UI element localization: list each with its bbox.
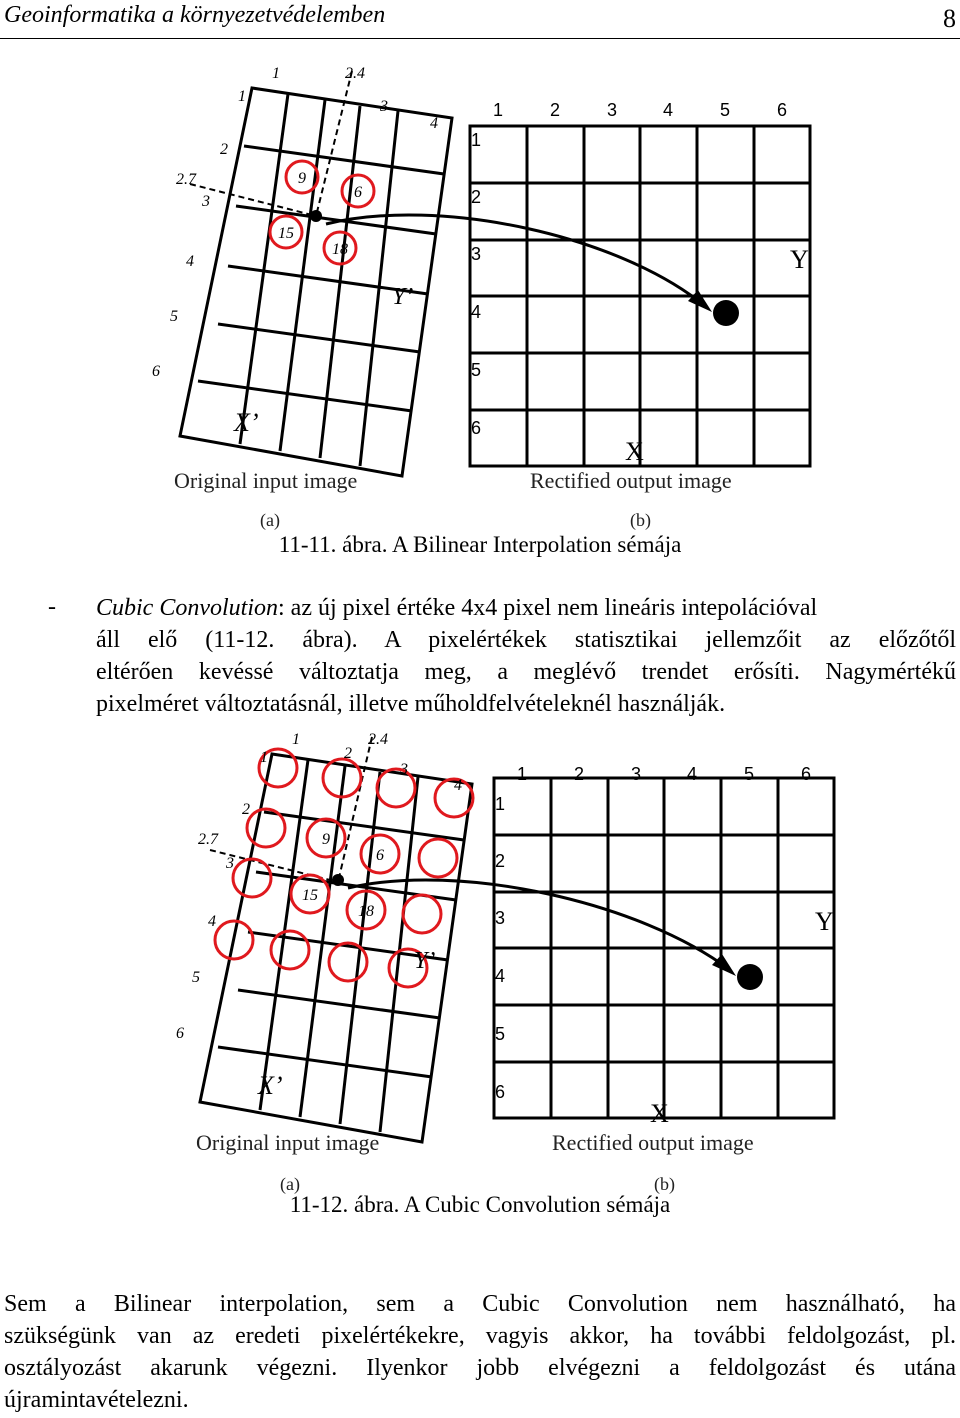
- svg-text:X: X: [625, 437, 644, 466]
- svg-text:2: 2: [470, 187, 482, 207]
- svg-text:1: 1: [260, 749, 268, 766]
- page-number: 8: [943, 4, 956, 33]
- svg-text:Y: Y: [790, 245, 809, 274]
- svg-text:6: 6: [470, 418, 482, 438]
- svg-text:6: 6: [176, 1025, 184, 1042]
- svg-text:Y’: Y’: [392, 284, 414, 310]
- figure-bilinear-svg: [140, 56, 830, 536]
- svg-text:6: 6: [152, 363, 160, 380]
- term-cubic-convolution: Cubic Convolution: [96, 595, 278, 621]
- svg-text:5: 5: [470, 360, 482, 380]
- svg-text:3: 3: [606, 100, 618, 120]
- figure-caption-2: 11-12. ábra. A Cubic Convolution sémája: [289, 1192, 671, 1217]
- svg-text:4: 4: [470, 302, 482, 322]
- svg-text:5: 5: [743, 764, 755, 784]
- svg-text:Original input image: Original input image: [196, 1130, 380, 1155]
- svg-text:2.4: 2.4: [345, 65, 365, 82]
- figure-caption-1: 11-11. ábra. A Bilinear Interpolation sémája: [278, 532, 682, 557]
- svg-text:X’: X’: [234, 408, 259, 437]
- svg-text:3: 3: [470, 244, 482, 264]
- svg-text:3: 3: [202, 193, 210, 210]
- svg-text:5: 5: [170, 308, 178, 325]
- svg-text:4: 4: [662, 100, 674, 120]
- svg-text:1: 1: [238, 88, 246, 105]
- svg-text:6: 6: [376, 847, 384, 864]
- svg-text:18: 18: [332, 241, 348, 258]
- svg-text:3: 3: [630, 764, 642, 784]
- svg-text:4: 4: [208, 913, 216, 930]
- figure-cubic-svg: [170, 722, 850, 1202]
- header-rule: [0, 38, 960, 39]
- svg-text:3: 3: [400, 761, 408, 778]
- bullet-dash: -: [48, 594, 56, 620]
- svg-text:6: 6: [800, 764, 812, 784]
- paragraph-cubic: Cubic Convolution: az új pixel értéke 4x4 pixel nem lineáris intepolációval áll elő (11-12. ábra). A pixelértékek statisztikai jellemzőit az előzőtől eltérően kevéssé változtatja meg, a meglévő trendet erősíti. Nagymértékű pixelméret változtatásnál, illetve műholdfelvételeknél használják.: [96, 595, 956, 717]
- svg-text:Y’: Y’: [414, 948, 436, 974]
- svg-text:4: 4: [686, 764, 698, 784]
- paragraph-conclusion: Sem a Bilinear interpolation, sem a Cubic Convolution nem használható, ha szükségünk van az eredeti pixelértékekre, vagyis akkor, ha további feldolgozást, pl. osztályozást akarunk végezni. Ilyenkor jobb elvégezni a feldolgozást és utána újramintavételezni.: [4, 1291, 956, 1413]
- svg-text:6: 6: [494, 1082, 506, 1102]
- svg-text:3: 3: [380, 98, 388, 115]
- svg-text:2: 2: [494, 851, 506, 871]
- svg-text:2: 2: [242, 801, 250, 818]
- svg-text:(a): (a): [260, 510, 280, 530]
- svg-text:9: 9: [322, 831, 330, 848]
- svg-text:6: 6: [354, 184, 362, 201]
- svg-text:1: 1: [292, 731, 300, 748]
- svg-text:2: 2: [549, 100, 561, 120]
- svg-text:1: 1: [470, 130, 482, 150]
- svg-text:1: 1: [516, 764, 528, 784]
- svg-text:X: X: [650, 1099, 669, 1128]
- svg-text:(b): (b): [654, 1174, 675, 1194]
- rectified-grid: [470, 126, 810, 466]
- svg-text:Original input image: Original input image: [174, 468, 358, 493]
- svg-text:Y: Y: [815, 907, 834, 936]
- svg-text:Rectified output image: Rectified output image: [552, 1130, 754, 1155]
- svg-text:3: 3: [494, 908, 506, 928]
- svg-text:2.7: 2.7: [176, 171, 196, 188]
- svg-text:6: 6: [776, 100, 788, 120]
- svg-text:2.7: 2.7: [198, 831, 218, 848]
- svg-text:(a): (a): [280, 1174, 300, 1194]
- svg-text:15: 15: [278, 225, 294, 242]
- svg-text:2: 2: [573, 764, 585, 784]
- header-title: Geoinformatika a környezetvédelemben: [4, 2, 386, 28]
- svg-text:15: 15: [302, 887, 318, 904]
- svg-text:5: 5: [192, 969, 200, 986]
- svg-text:2: 2: [344, 745, 352, 762]
- svg-text:1: 1: [494, 794, 506, 814]
- figure-bilinear: [140, 56, 830, 536]
- svg-text:(b): (b): [630, 510, 651, 530]
- svg-text:Rectified output image: Rectified output image: [530, 468, 732, 493]
- svg-text:1: 1: [272, 65, 280, 82]
- figure-cubic: [170, 722, 850, 1202]
- svg-text:18: 18: [358, 903, 374, 920]
- svg-text:4: 4: [494, 966, 506, 986]
- svg-text:5: 5: [719, 100, 731, 120]
- svg-text:3: 3: [226, 855, 234, 872]
- svg-text:4: 4: [454, 777, 462, 794]
- svg-text:X’: X’: [258, 1071, 283, 1100]
- svg-text:4: 4: [430, 115, 438, 132]
- page-header: [0, 0, 960, 38]
- svg-text:1: 1: [492, 100, 504, 120]
- svg-text:9: 9: [298, 170, 306, 187]
- svg-text:2: 2: [220, 141, 228, 158]
- svg-text:5: 5: [494, 1024, 506, 1044]
- svg-text:2.4: 2.4: [368, 731, 388, 748]
- svg-text:4: 4: [186, 253, 194, 270]
